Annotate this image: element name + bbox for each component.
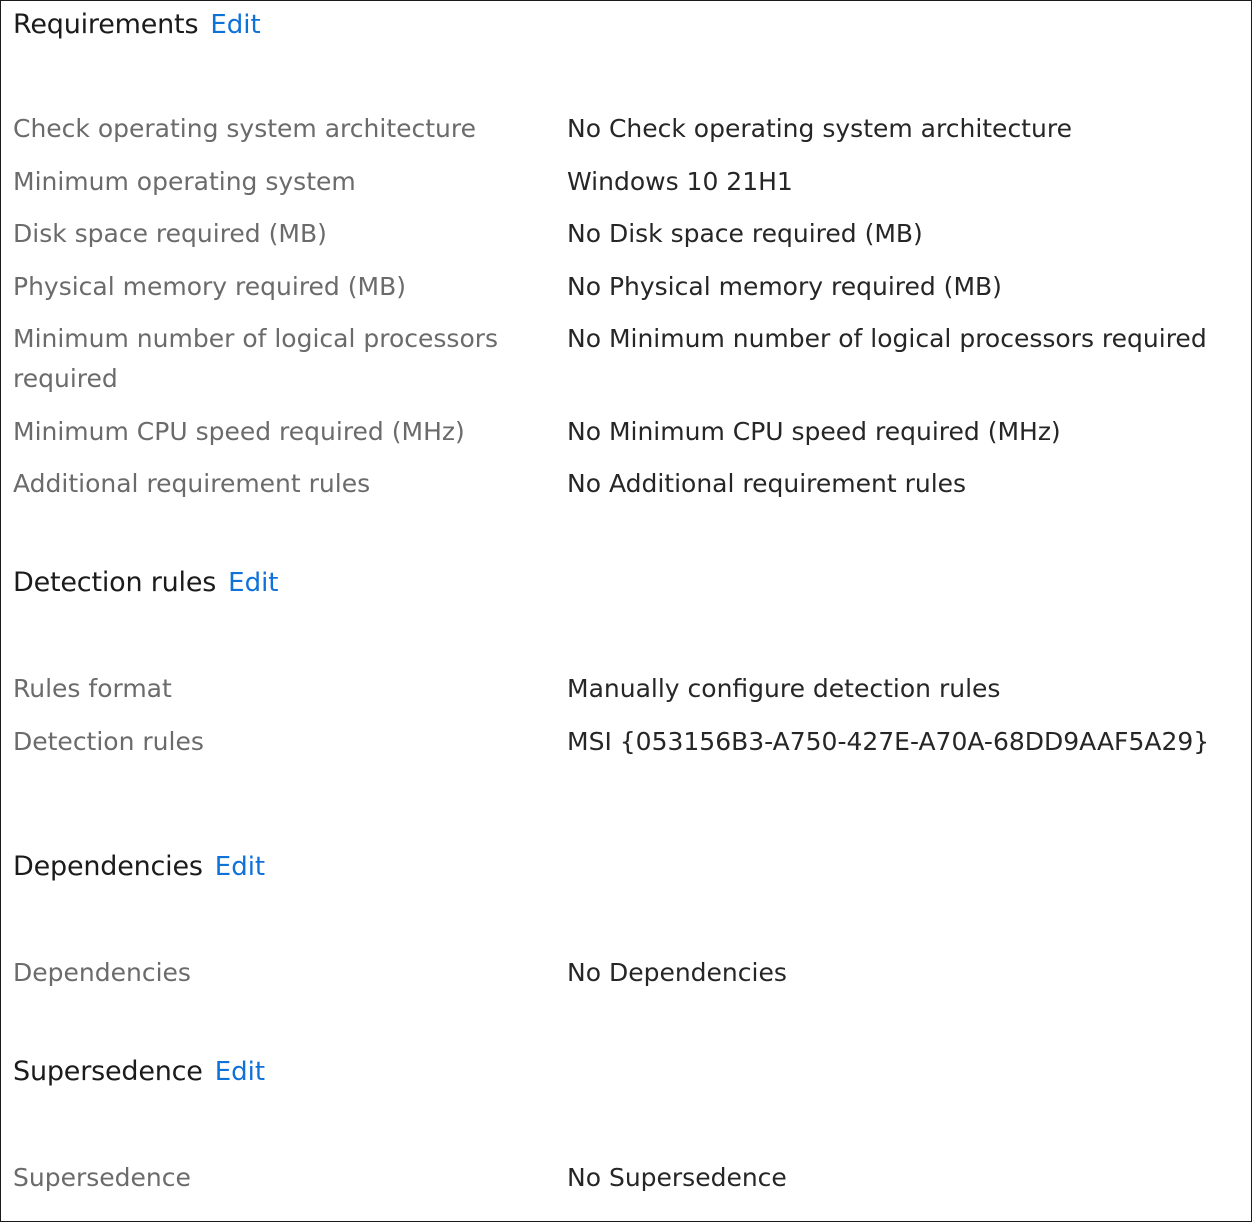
row-label: Rules format (13, 674, 172, 703)
dependencies-header (13, 851, 265, 882)
row-value: MSI {053156B3-A750-427E-A70A-68DD9AAF5A29} (567, 727, 1210, 756)
row-value: No Additional requirement rules (567, 469, 967, 498)
row-label: Minimum CPU speed required (MHz) (13, 417, 465, 446)
requirement-row (13, 412, 1239, 452)
row-value: No Disk space required (MB) (567, 219, 923, 248)
row-value: No Minimum number of logical processors required (567, 324, 1207, 353)
row-value: No Dependencies (567, 958, 787, 987)
requirements-title: Requirements (13, 9, 199, 40)
requirement-row (13, 319, 1239, 399)
detection-row (13, 722, 1239, 762)
row-value: No Physical memory required (MB) (567, 272, 1002, 301)
row-label: Disk space required (MB) (13, 219, 327, 248)
requirement-row (13, 109, 1239, 149)
requirement-row (13, 464, 1239, 504)
row-label: Supersedence (13, 1163, 191, 1192)
requirements-header (13, 9, 261, 40)
dependencies-title: Dependencies (13, 851, 203, 882)
row-value: No Minimum CPU speed required (MHz) (567, 417, 1061, 446)
row-label: Additional requirement rules (13, 469, 371, 498)
requirement-row (13, 162, 1239, 202)
row-value: No Supersedence (567, 1163, 787, 1192)
row-label: Minimum operating system (13, 167, 356, 196)
detection-rules-header (13, 567, 279, 598)
row-label-text: Minimum number of logical processors required (13, 324, 499, 393)
row-value: Windows 10 21H1 (567, 167, 793, 196)
requirement-row (13, 214, 1239, 254)
row-label: Check operating system architecture (13, 114, 477, 143)
row-label: Physical memory required (MB) (13, 272, 406, 301)
dependencies-edit-link[interactable]: Edit (214, 852, 266, 882)
supersedence-header (13, 1056, 265, 1087)
detection-rules-title: Detection rules (13, 567, 217, 598)
row-label: Detection rules (13, 727, 204, 756)
requirement-row (13, 267, 1239, 307)
supersedence-edit-link[interactable]: Edit (214, 1057, 266, 1087)
detection-row (13, 669, 1239, 709)
detection-rules-edit-link[interactable]: Edit (228, 568, 279, 598)
row-label (13, 319, 567, 399)
dependencies-row (13, 953, 1239, 993)
row-value: No Check operating system architecture (567, 114, 1072, 143)
row-label: Dependencies (13, 958, 191, 987)
supersedence-row (13, 1158, 1239, 1198)
row-value: Manually configure detection rules (567, 674, 1001, 703)
requirements-edit-link[interactable]: Edit (210, 10, 261, 40)
supersedence-title: Supersedence (13, 1056, 203, 1087)
